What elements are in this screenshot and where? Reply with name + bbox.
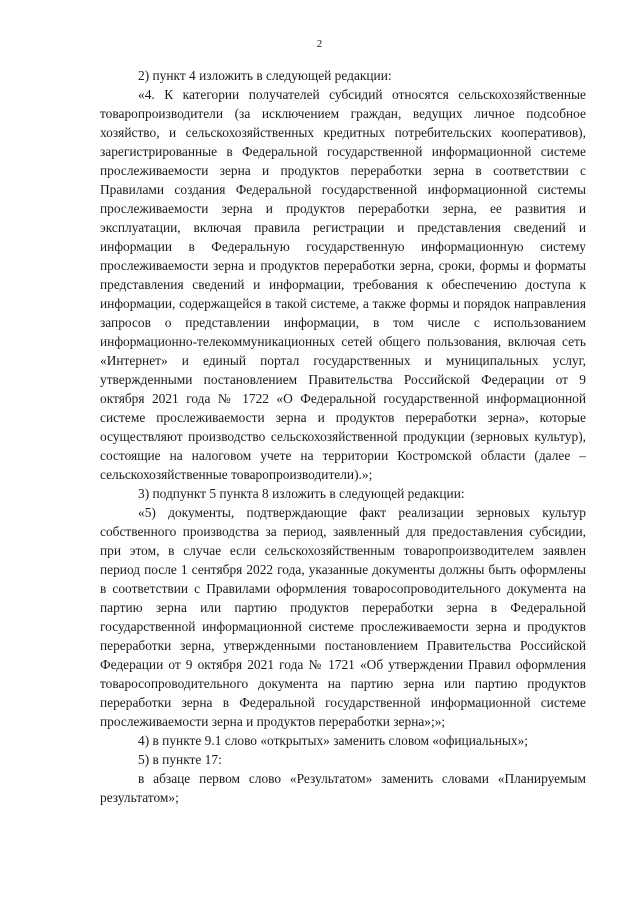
paragraph-item-8-text: «5) документы, подтверждающие факт реализации зерновых культур собственного производства за период, заявленный для предоставления субсидии, при этом, в случае если сельскохозяйственным товаропроизводителем заявлен период после 1 сентября 2022 года, указанные документы должны быть оформлены в соответствии с Правилами оформления товаросопроводительного документа на партию зерна или партию продуктов переработки зерна в Федеральной государственной информационной системе прослеживаемости зерна и продуктов переработки зерна, утвержденными постановлением Правительства Российской Федерации от 9 октября 2021 года № 1721 «Об утверждении Правил оформления товаросопроводительного документа на партию зерна или партию продуктов переработки зерна в Федеральной государственной информационной системе прослеживаемости зерна и продуктов переработки зерна»;»; bbox=[100, 505, 586, 729]
paragraph-item-17-heading: 5) в пункте 17: bbox=[138, 752, 222, 767]
paragraph-item-4-heading: 2) пункт 4 изложить в следующей редакции: bbox=[138, 68, 392, 83]
paragraph-item-9-1: 4) в пункте 9.1 слово «открытых» заменить словом «официальных»; bbox=[138, 733, 528, 748]
paragraph-item-17-text: в абзаце первом слово «Результатом» заменить словами «Планируемым результатом»; bbox=[100, 771, 586, 805]
paragraph-item-4-text: «4. К категории получателей субсидий относятся сельскохозяйственные товаропроизводители (за исключением граждан, ведущих личное подсобное хозяйство, и сельскохозяйственных кредитных потребительских кооперативов), зарегистрированные в Федеральной государственной информационной системе прослеживаемости зерна и продуктов переработки зерна в соответствии с Правилами создания Федеральной государственной информационной системы прослеживаемости зерна и продуктов переработки зерна, ее развития и эксплуатации, включая правила регистрации и представления сведений и информации в Федеральную государственную информационную систему прослеживаемости зерна и продуктов переработки зерна, сроки, формы и форматы представления сведений и информации, требования к обеспечению доступа к информации, содержащейся в такой системе, а также формы и порядок направления запросов о представлении информации, в том числе с использованием информационно-телекоммуникационных сетей общего пользования, включая сеть «Интернет» и единый портал государственных и муниципальных услуг, утвержденными постановлением Правительства Российской Федерации от 9 октября 2021 года № 1722 «О Федеральной государственной информационной системе прослеживаемости зерна и продуктов переработки зерна», которые осуществляют производство сельскохозяйственной продукции (зерновых культур), состоящие на налоговом учете на территории Костромской области (далее – сельскохозяйственные товаропроизводители).»; bbox=[100, 87, 586, 482]
page-number: 2 bbox=[316, 38, 323, 50]
paragraph-item-8-heading: 3) подпункт 5 пункта 8 изложить в следующей редакции: bbox=[138, 486, 465, 501]
document-body bbox=[100, 66, 586, 807]
